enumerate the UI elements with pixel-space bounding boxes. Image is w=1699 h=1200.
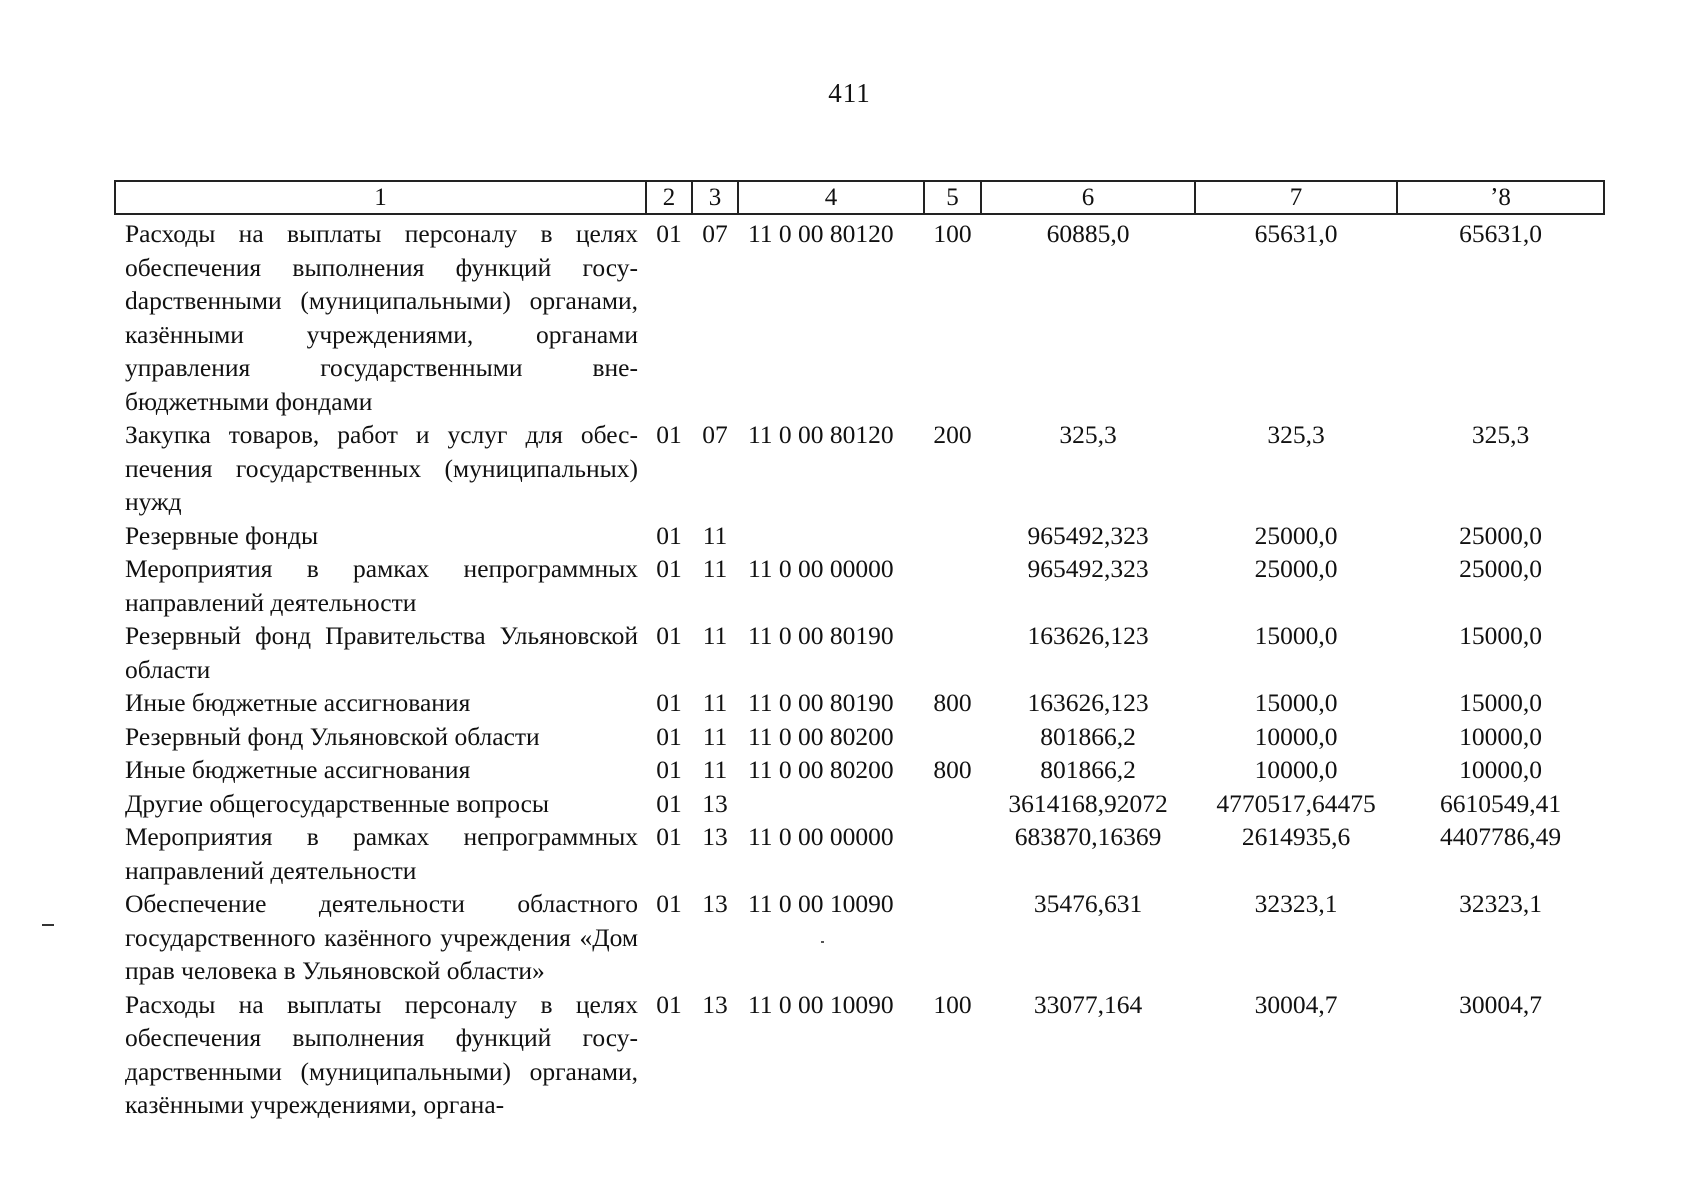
amount-col-8-cell: 25000,0 <box>1459 520 1542 550</box>
row-name-cell: Резервный фонд Ульяновской области <box>125 721 540 751</box>
section-code-cell: 01 <box>656 520 682 550</box>
margin-dash-mark <box>42 924 54 926</box>
section-code-cell: 01 <box>656 420 682 449</box>
expense-type-cell <box>924 619 981 686</box>
table-row <box>115 753 1604 787</box>
section-code-cell: 01 <box>656 788 682 818</box>
budget-table <box>114 180 1605 1122</box>
target-article-cell: 11 0 00 80200 <box>748 755 894 784</box>
amount-col-8-cell: 32323,1 <box>1459 889 1542 918</box>
subsection-code-cell: 07 <box>702 420 728 449</box>
row-name-cell: Другие общегосударственные вопросы <box>125 788 550 818</box>
target-article-cell: 11 0 00 00000 <box>748 554 894 583</box>
subsection-code-cell: 11 <box>702 755 728 784</box>
target-article-cell: 11 0 00 80120 <box>748 219 894 248</box>
table-row <box>115 887 1604 988</box>
subsection-code-cell: 11 <box>702 554 728 583</box>
target-article-cell: 11 0 00 80190 <box>748 688 894 717</box>
header-row <box>115 181 1604 214</box>
amount-col-7-cell: 65631,0 <box>1254 219 1338 248</box>
table-header <box>115 181 1604 214</box>
amount-col-6-cell: 965492,323 <box>1027 554 1149 583</box>
amount-col-8-cell: 10000,0 <box>1459 721 1542 751</box>
target-article-cell: 11 0 00 10090 <box>748 989 894 1019</box>
amount-col-8-cell: 4407786,49 <box>1439 822 1562 851</box>
amount-col-8-cell: 30004,7 <box>1459 989 1542 1019</box>
subsection-code-cell: 13 <box>702 788 728 818</box>
subsection-code-cell: 07 <box>702 219 728 248</box>
table-row <box>115 619 1604 686</box>
amount-col-6-cell: 801866,2 <box>1040 755 1136 784</box>
expense-type-cell: 800 <box>933 755 972 784</box>
subsection-code-cell: 11 <box>702 721 728 751</box>
amount-col-7-cell: 15000,0 <box>1254 688 1338 717</box>
amount-col-6-cell: 3614168,92072 <box>1008 788 1168 818</box>
amount-col-6-cell: 35476,631 <box>1033 889 1143 918</box>
table-row <box>115 214 1604 418</box>
amount-col-7-cell: 2614935,6 <box>1241 822 1351 851</box>
subsection-code-cell: 13 <box>702 822 728 851</box>
expense-type-cell: 200 <box>933 420 972 449</box>
table-row <box>115 787 1604 821</box>
section-code-cell: 01 <box>656 721 682 751</box>
expense-type-cell <box>924 787 981 821</box>
row-name-cell: Резервные фонды <box>125 520 319 550</box>
section-code-cell: 01 <box>656 688 682 717</box>
row-name-cell: Обеспечение деятельности областного государственного казённого учреждения «Дом прав человека в Ульяновской области» <box>125 889 638 985</box>
subsection-code-cell: 11 <box>702 520 728 550</box>
expense-type-cell: 800 <box>933 688 972 717</box>
subsection-code-cell: 13 <box>702 989 728 1019</box>
expense-type-cell: 100 <box>933 989 972 1019</box>
expense-type-cell <box>924 519 981 553</box>
amount-col-7-cell: 325,3 <box>1267 420 1325 449</box>
amount-col-7-cell: 32323,1 <box>1254 889 1338 918</box>
target-article-cell <box>738 787 924 821</box>
header-col-8: ʼ8 <box>1397 181 1604 214</box>
header-col-2: 2 <box>646 181 692 214</box>
header-col-5: 5 <box>924 181 981 214</box>
expense-type-cell <box>924 552 981 619</box>
section-code-cell: 01 <box>656 889 682 918</box>
amount-col-8-cell: 15000,0 <box>1459 688 1542 717</box>
subsection-code-cell: 11 <box>702 621 728 650</box>
amount-col-7-cell: 10000,0 <box>1254 721 1338 751</box>
target-article-cell: 11 0 00 80190 <box>748 621 894 650</box>
target-article-cell: 11 0 00 80200 <box>748 721 894 751</box>
row-name-cell: Расходы на выплаты персоналу в целях обеспечения выполнения функций государственными (муниципальными) органами, казёнными учреждениями, органа- <box>125 989 638 1119</box>
row-name-cell: Мероприятия в рамках непрограммных направлений деятельности <box>125 554 638 617</box>
amount-col-8-cell: 15000,0 <box>1459 621 1542 650</box>
header-col-1: 1 <box>115 181 646 214</box>
amount-col-7-cell: 10000,0 <box>1254 755 1338 784</box>
target-article-cell <box>738 519 924 553</box>
expense-type-cell <box>924 720 981 754</box>
row-name-cell: Мероприятия в рамках непрограммных направлений деятельности <box>125 822 638 885</box>
amount-col-6-cell: 965492,323 <box>1027 520 1149 550</box>
row-name-cell: Расходы на выплаты персоналу в целях обеспечения выполнения функций госуdарственными (муниципальными) органами, казёнными учреждениями, органами управления государственными внебюджетными фондами <box>125 219 638 416</box>
row-name-cell: Иные бюджетные ассигнования <box>125 755 471 784</box>
expense-type-cell <box>924 820 981 887</box>
section-code-cell: 01 <box>656 822 682 851</box>
amount-col-6-cell: 801866,2 <box>1040 721 1136 751</box>
header-col-3: 3 <box>692 181 738 214</box>
amount-col-6-cell: 325,3 <box>1059 420 1117 449</box>
table-row <box>115 820 1604 887</box>
target-article-cell: 11 0 00 00000 <box>748 822 894 851</box>
amount-col-8-cell: 6610549,41 <box>1439 788 1562 818</box>
section-code-cell: 01 <box>656 219 682 248</box>
table-row <box>115 552 1604 619</box>
amount-col-7-cell: 30004,7 <box>1254 989 1338 1019</box>
subsection-code-cell: 11 <box>702 688 728 717</box>
row-name-cell: Резервный фонд Правительства Ульяновской области <box>125 621 638 684</box>
table-row <box>115 988 1604 1122</box>
row-name-cell: Закупка товаров, работ и услуг для обеспечения государственных (муниципальных) нужд <box>125 420 638 516</box>
section-code-cell: 01 <box>656 989 682 1019</box>
table-body <box>115 214 1604 1122</box>
table-row <box>115 519 1604 553</box>
expense-type-cell: 100 <box>933 219 972 248</box>
header-col-7: 7 <box>1195 181 1397 214</box>
table-row <box>115 686 1604 720</box>
page-number: 411 <box>828 78 871 108</box>
amount-col-8-cell: 10000,0 <box>1459 755 1542 784</box>
row-name-cell: Иные бюджетные ассигнования <box>125 688 471 717</box>
amount-col-6-cell: 60885,0 <box>1046 219 1130 248</box>
amount-col-6-cell: 163626,123 <box>1027 621 1149 650</box>
amount-col-6-cell: 163626,123 <box>1027 688 1149 717</box>
amount-col-6-cell: 683870,16369 <box>1014 822 1162 851</box>
amount-col-7-cell: 15000,0 <box>1254 621 1338 650</box>
amount-col-8-cell: 25000,0 <box>1459 554 1542 583</box>
section-code-cell: 01 <box>656 554 682 583</box>
header-col-6: 6 <box>981 181 1195 214</box>
amount-col-7-cell: 25000,0 <box>1254 520 1338 550</box>
amount-col-7-cell: 25000,0 <box>1254 554 1338 583</box>
target-article-cell: 11 0 00 80120 <box>748 420 894 449</box>
table-row <box>115 418 1604 519</box>
expense-type-cell <box>924 887 981 988</box>
amount-col-7-cell: 4770517,64475 <box>1216 788 1376 818</box>
section-code-cell: 01 <box>656 755 682 784</box>
table-row <box>115 720 1604 754</box>
amount-col-8-cell: 325,3 <box>1471 420 1530 449</box>
section-code-cell: 01 <box>656 621 682 650</box>
amount-col-8-cell: 65631,0 <box>1459 219 1542 248</box>
subsection-code-cell: 13 <box>702 889 728 918</box>
header-col-4: 4 <box>738 181 924 214</box>
target-article-cell: 11 0 00 10090 <box>748 889 894 918</box>
amount-col-6-cell: 33077,164 <box>1033 989 1143 1019</box>
